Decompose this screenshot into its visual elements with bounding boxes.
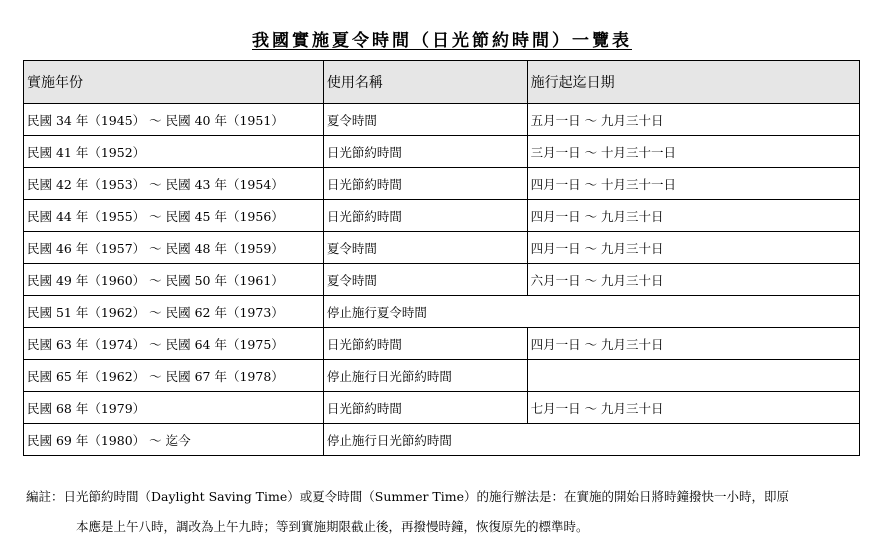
cell-name: 夏令時間 xyxy=(323,264,527,296)
cell-years: 民國 68 年（1979） xyxy=(24,392,324,424)
table-row xyxy=(24,392,860,424)
cell-name: 停止施行日光節約時間 xyxy=(323,360,527,392)
cell-years: 民國 63 年（1974） ～ 民國 64 年（1975） xyxy=(24,328,324,360)
cell-period: 三月一日 ～ 十月三十一日 xyxy=(527,136,859,168)
cell-name: 停止施行日光節約時間 xyxy=(323,424,859,456)
table-row xyxy=(24,424,860,456)
cell-years: 民國 42 年（1953） ～ 民國 43 年（1954） xyxy=(24,168,324,200)
cell-years: 民國 46 年（1957） ～ 民國 48 年（1959） xyxy=(24,232,324,264)
cell-name: 日光節約時間 xyxy=(323,168,527,200)
table-row xyxy=(24,296,860,328)
table-row xyxy=(24,168,860,200)
cell-period: 四月一日 ～ 九月三十日 xyxy=(527,232,859,264)
header-period: 施行起迄日期 xyxy=(527,61,859,104)
cell-name: 日光節約時間 xyxy=(323,328,527,360)
cell-years: 民國 44 年（1955） ～ 民國 45 年（1956） xyxy=(24,200,324,232)
header-years: 實施年份 xyxy=(24,61,324,104)
table-row xyxy=(24,232,860,264)
cell-years: 民國 49 年（1960） ～ 民國 50 年（1961） xyxy=(24,264,324,296)
cell-period: 六月一日 ～ 九月三十日 xyxy=(527,264,859,296)
cell-years: 民國 51 年（1962） ～ 民國 62 年（1973） xyxy=(24,296,324,328)
note-line-2: 本應是上午八時，調改為上午九時；等到實施期限截止後，再撥慢時鐘，恢復原先的標準時。 xyxy=(76,519,589,534)
table-row xyxy=(24,104,860,136)
cell-name: 停止施行夏令時間 xyxy=(323,296,859,328)
cell-years: 民國 41 年（1952） xyxy=(24,136,324,168)
cell-name: 日光節約時間 xyxy=(323,392,527,424)
title-text: 我國實施夏令時間（日光節約時間）一覽表 xyxy=(252,31,632,51)
table-row xyxy=(24,136,860,168)
cell-years: 民國 34 年（1945） ～ 民國 40 年（1951） xyxy=(24,104,324,136)
cell-name: 日光節約時間 xyxy=(323,136,527,168)
cell-name: 夏令時間 xyxy=(323,104,527,136)
cell-years: 民國 69 年（1980） ～ 迄今 xyxy=(24,424,324,456)
cell-name: 夏令時間 xyxy=(323,232,527,264)
table-row xyxy=(24,200,860,232)
cell-name: 日光節約時間 xyxy=(323,200,527,232)
table-row xyxy=(24,360,860,392)
table-row xyxy=(24,264,860,296)
cell-period: 四月一日 ～ 九月三十日 xyxy=(527,328,859,360)
cell-period: 七月一日 ～ 九月三十日 xyxy=(527,392,859,424)
header-name: 使用名稱 xyxy=(323,61,527,104)
cell-years: 民國 65 年（1962） ～ 民國 67 年（1978） xyxy=(24,360,324,392)
note-line-1: 編註：日光節約時間（Daylight Saving Time）或夏令時間（Summer Time）的施行辦法是：在實施的開始日將時鐘撥快一小時，即原 xyxy=(26,489,790,504)
cell-period: 五月一日 ～ 九月三十日 xyxy=(527,104,859,136)
cell-period: 四月一日 ～ 十月三十一日 xyxy=(527,168,859,200)
dst-table xyxy=(23,60,860,456)
page-title xyxy=(0,26,884,51)
cell-period xyxy=(527,360,859,392)
table-row xyxy=(24,328,860,360)
cell-period: 四月一日 ～ 九月三十日 xyxy=(527,200,859,232)
editor-note xyxy=(26,482,866,542)
table-header-row xyxy=(24,61,860,104)
